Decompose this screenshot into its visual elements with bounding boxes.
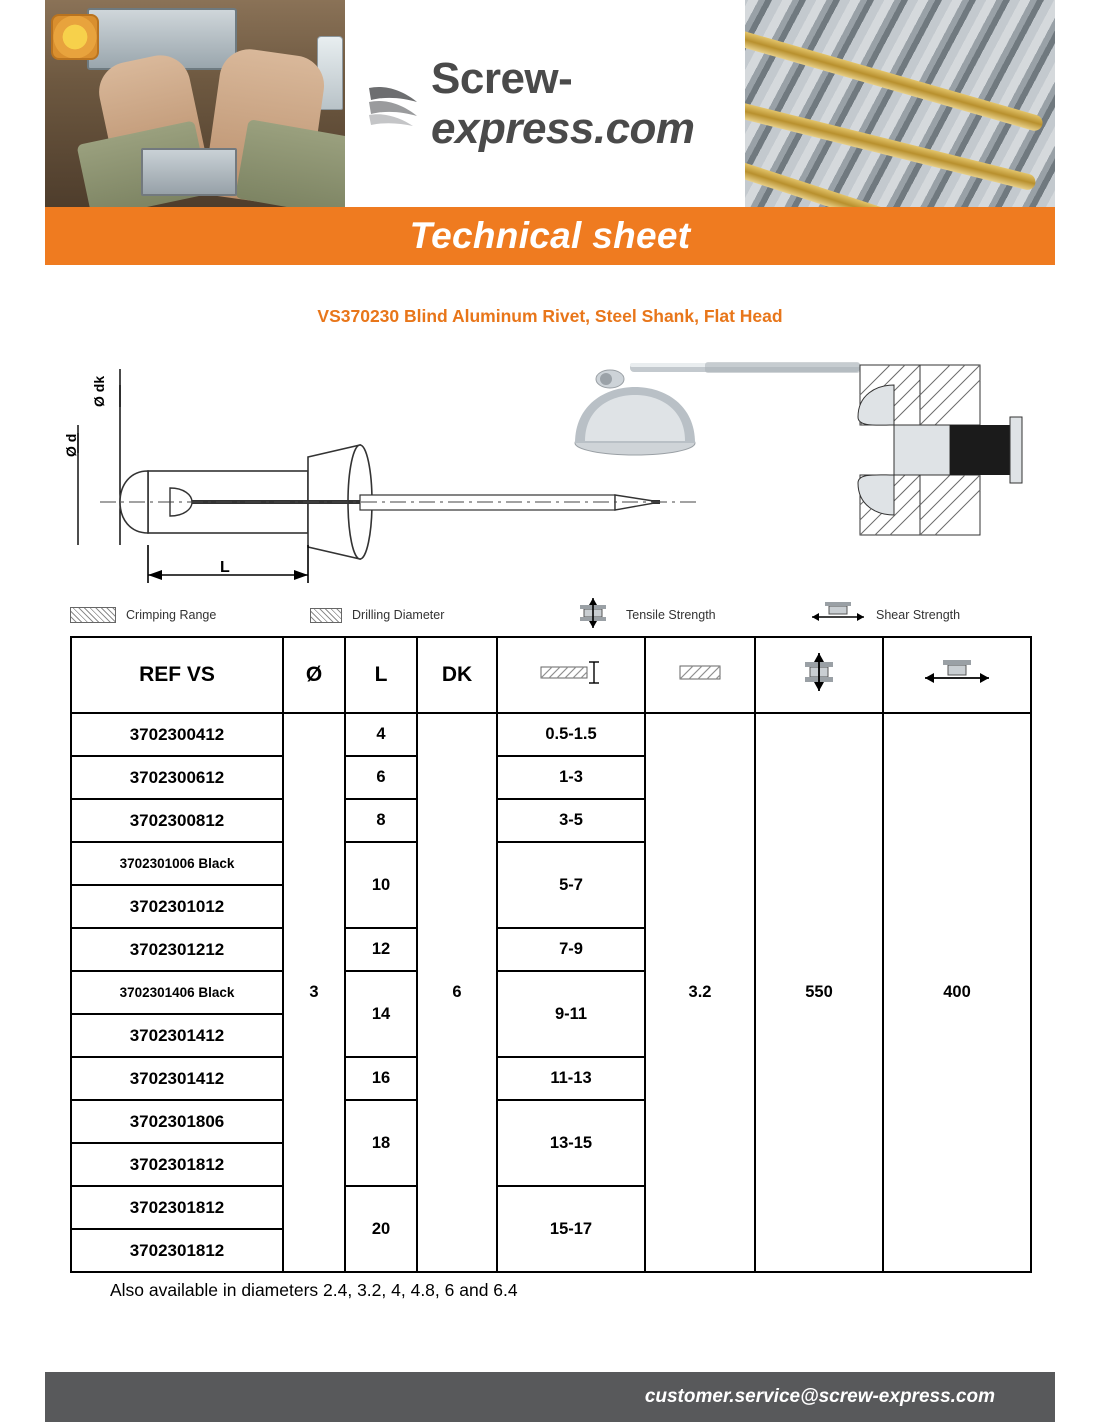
cell-dk: 6 [417,713,497,1272]
cell-ref: 3702301812 [71,1186,283,1229]
cell-crimping-range: 13-15 [497,1100,645,1186]
cell-ref: 3702301012 [71,885,283,928]
drilling-diameter-icon [310,608,342,623]
cell-length: 12 [345,928,417,971]
cell-crimping-range: 11-13 [497,1057,645,1100]
screws-photo [745,0,1055,207]
cell-ref: 3702301806 [71,1100,283,1143]
product-drawing [60,345,1040,595]
swoosh-logo-icon [365,78,421,130]
legend-label: Crimping Range [126,608,217,622]
crimping-range-icon [70,607,116,623]
table-header-row [71,637,1031,713]
drilling-diameter-icon [678,664,722,687]
cell-ref: 3702301812 [71,1229,283,1272]
tensile-strength-icon [794,673,844,696]
header-crimping-range [497,637,645,713]
legend-shear-strength [810,600,1030,631]
header-ref: REF VS [71,637,283,713]
cell-ref: 3702301406 Black [71,971,283,1014]
page-footer [45,1372,1055,1422]
logo-text-italic: express.com [431,103,695,153]
cell-crimping-range: 0.5-1.5 [497,713,645,756]
cell-shear-strength: 400 [883,713,1031,1272]
svg-text:L: L [220,559,230,576]
cell-crimping-range: 5-7 [497,842,645,928]
crimping-range-icon [539,666,603,689]
table-body [71,713,1031,1272]
cell-ref: 3702301006 Black [71,842,283,885]
cell-drilling-diameter: 3.2 [645,713,755,1272]
page-title: VS370230 Blind Aluminum Rivet, Steel Shank, Flat Head [317,306,783,326]
technical-sheet-banner [45,207,1055,265]
legend-label: Shear Strength [876,608,961,622]
logo-text-bold: Screw- [431,53,573,103]
shear-strength-icon [810,600,866,631]
header-tensile-strength [755,637,883,713]
header-dk: DK [417,637,497,713]
cell-length: 6 [345,756,417,799]
cell-tensile-strength: 550 [755,713,883,1272]
svg-text:Ø dk: Ø dk [91,375,107,407]
cell-length: 14 [345,971,417,1057]
cell-ref: 3702300812 [71,799,283,842]
cell-ref: 3702300612 [71,756,283,799]
header-drilling-diameter [645,637,755,713]
cell-ref: 3702301212 [71,928,283,971]
header-shear-strength [883,637,1031,713]
workshop-photo [45,0,345,207]
legend-row [70,595,1030,635]
header-length: L [345,637,417,713]
cell-crimping-range: 3-5 [497,799,645,842]
cell-ref: 3702301412 [71,1057,283,1100]
legend-crimping-range [70,607,310,623]
cell-diameter: 3 [283,713,345,1272]
cell-crimping-range: 9-11 [497,971,645,1057]
header-diameter: Ø [283,637,345,713]
specification-table [70,636,1030,1273]
banner-title: Technical sheet [409,215,691,256]
cell-length: 8 [345,799,417,842]
page-header [45,0,1055,207]
cell-ref: 3702301412 [71,1014,283,1057]
cell-length: 20 [345,1186,417,1272]
tensile-strength-icon [570,598,616,633]
cell-crimping-range: 15-17 [497,1186,645,1272]
cell-crimping-range: 1-3 [497,756,645,799]
legend-tensile-strength [570,598,810,633]
cell-ref: 3702301812 [71,1143,283,1186]
svg-text:Ø d: Ø d [63,433,79,457]
cell-crimping-range: 7-9 [497,928,645,971]
legend-drilling-diameter [310,608,570,623]
cell-ref: 3702300412 [71,713,283,756]
table-row [71,713,1031,756]
brand-logo [345,0,745,207]
legend-label: Drilling Diameter [352,608,445,622]
availability-note: Also available in diameters 2.4, 3.2, 4, 4.8, 6 and 6.4 [110,1280,518,1300]
logo-wordmark [431,54,745,154]
cell-length: 10 [345,842,417,928]
shear-strength-icon [922,669,992,692]
contact-email[interactable]: customer.service@screw-express.com [644,1386,995,1407]
cell-length: 16 [345,1057,417,1100]
cell-length: 4 [345,713,417,756]
cell-length: 18 [345,1100,417,1186]
legend-label: Tensile Strength [626,608,716,622]
